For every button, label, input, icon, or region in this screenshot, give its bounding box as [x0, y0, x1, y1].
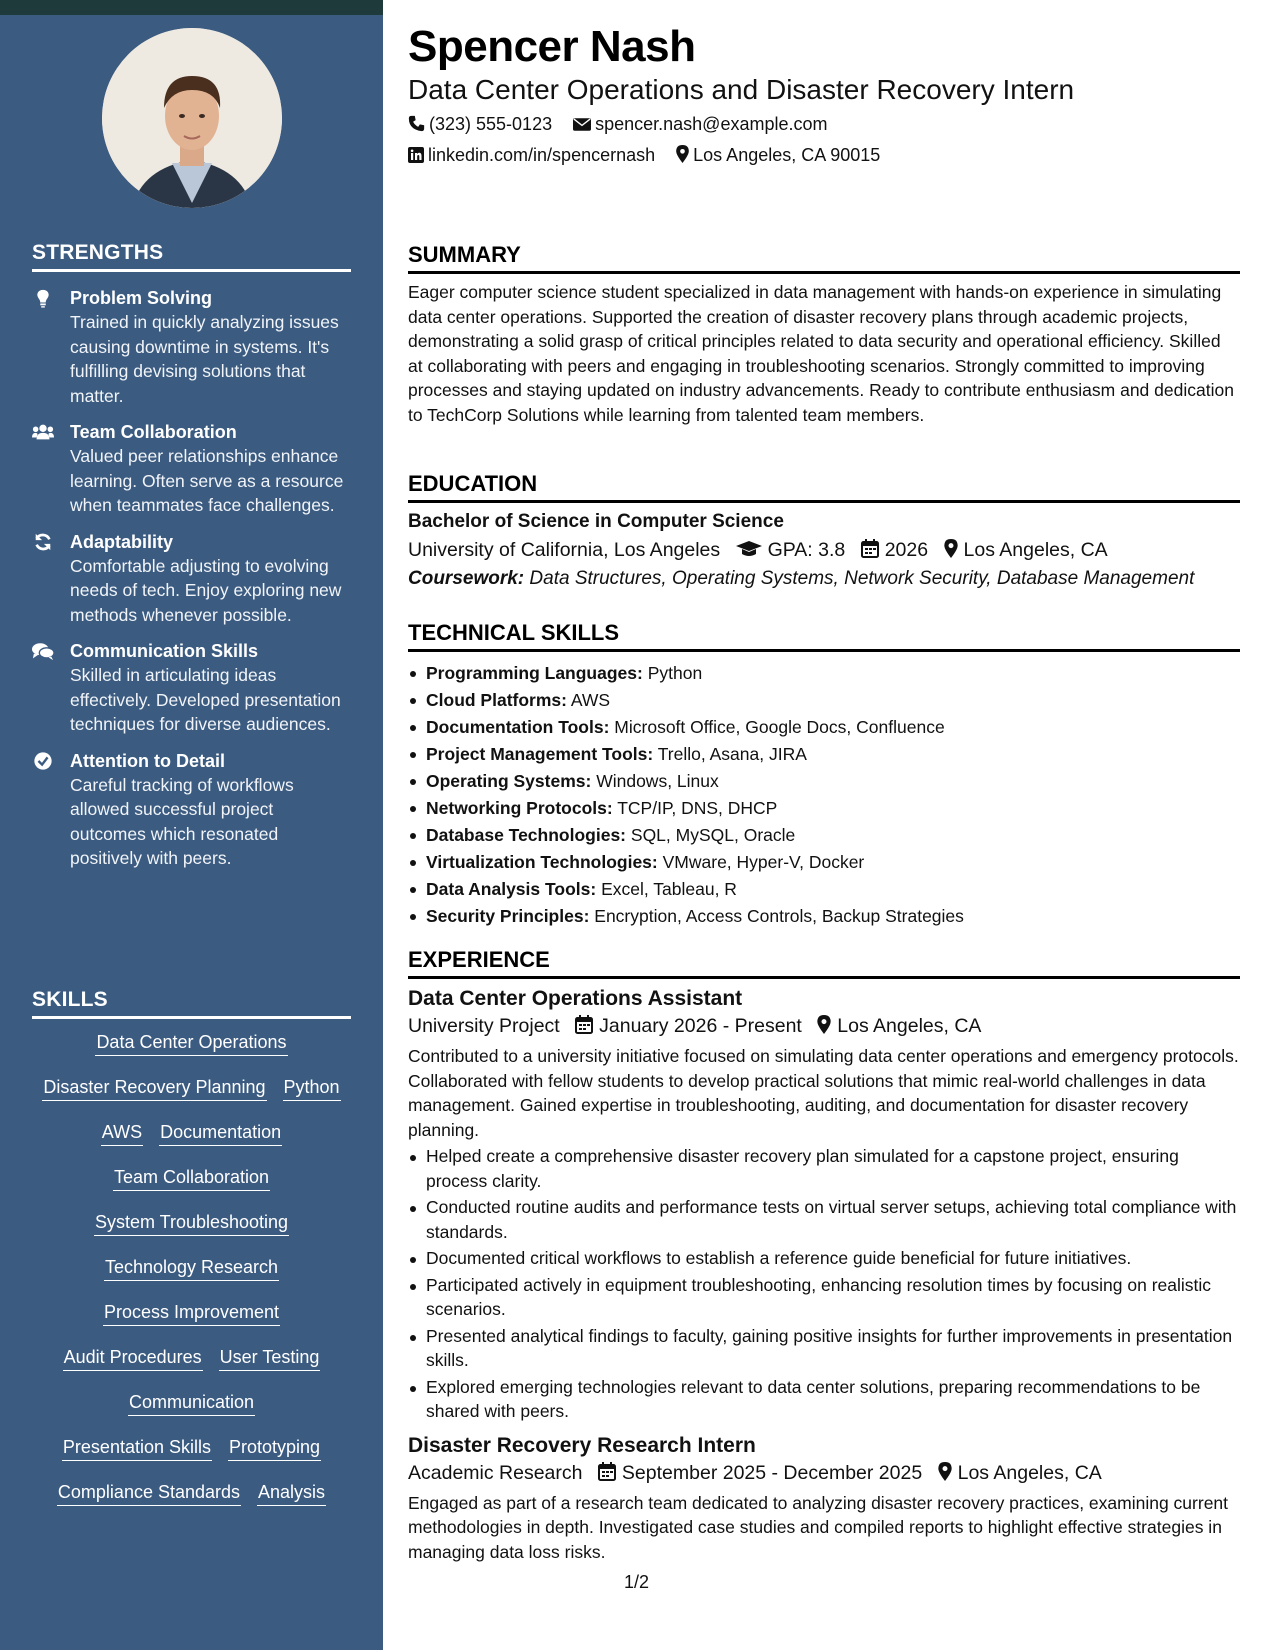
calendar-icon [861, 539, 879, 558]
job-org: University Project [408, 1015, 560, 1037]
strength-text: Valued peer relationships enhance learning. Often serve as a resource when teammates face challenges. [70, 446, 344, 515]
strength-text: Skilled in articulating ideas effectively. Developed presentation techniques for diverse audiences. [70, 665, 341, 734]
technical-skills-heading: TECHNICAL SKILLS [408, 620, 1240, 652]
phone-contact [408, 114, 552, 135]
strength-title: Attention to Detail [70, 750, 225, 771]
job-bullet: Helped create a comprehensive disaster recovery plan simulated for a capstone project, ensuring process clarity. [408, 1144, 1240, 1193]
job-location: Los Angeles, CA [837, 1015, 982, 1037]
email-contact[interactable] [573, 114, 827, 135]
skill-tag: AWS [101, 1119, 143, 1146]
strengths-section [32, 241, 351, 871]
calendar-icon [598, 1462, 616, 1481]
coursework-list: Data Structures, Operating Systems, Network Security, Database Management [529, 568, 1195, 589]
location-contact [676, 145, 880, 166]
strength-text: Trained in quickly analyzing issues causing downtime in systems. It's fulfilling devising solutions that matter. [70, 312, 339, 406]
summary-heading: SUMMARY [408, 242, 1240, 274]
technical-skill-item: Programming Languages: Python [408, 660, 1240, 687]
education-section [408, 471, 1240, 590]
technical-skill-item: Cloud Platforms: AWS [408, 687, 1240, 714]
skill-tag: Presentation Skills [62, 1434, 212, 1461]
education-heading: EDUCATION [408, 471, 1240, 503]
job-meta [408, 1015, 1240, 1038]
job-title: Data Center Operations Assistant [408, 987, 743, 1010]
strength-title: Problem Solving [70, 288, 213, 308]
skill-tag: Audit Procedures [63, 1344, 203, 1371]
education-meta [408, 539, 1240, 562]
job-dates: September 2025 - December 2025 [621, 1461, 923, 1484]
page-number: 1/2 [624, 1572, 650, 1592]
location-text: Los Angeles, CA 90015 [693, 145, 881, 165]
map-pin-icon [817, 1015, 831, 1034]
technical-skill-item: Networking Protocols: TCP/IP, DNS, DHCP [408, 795, 1240, 822]
lightbulb-icon [32, 288, 54, 308]
skill-tag: Analysis [257, 1479, 326, 1506]
skill-tag: User Testing [219, 1344, 321, 1371]
job-meta [408, 1462, 1240, 1485]
strength-item [32, 639, 351, 737]
school-location: Los Angeles, CA [963, 539, 1108, 561]
technical-skill-item: Database Technologies: SQL, MySQL, Oracle [408, 822, 1240, 849]
strength-title: Communication Skills [70, 641, 259, 661]
summary-text: Eager computer science student specialized in data management with hands-on experience in simulating data center operations. Supported the creation of disaster recovery plans through academic projects, demonstrating a solid grasp of critical principles related to data security and operational efficiency. Skilled at collaborating with peers and engaging in troubleshooting scenarios. Strongly committed to improving processes and staying updated on industry advancements. Ready to contribute enthusiasm and dedication to TechCorp Solutions while learning from talented team members. [408, 282, 1234, 425]
map-pin-icon [676, 145, 689, 163]
refresh-icon [32, 532, 54, 552]
envelope-icon [573, 117, 591, 132]
job-org: Academic Research [408, 1461, 583, 1484]
strength-item [32, 530, 351, 628]
linkedin-contact[interactable] [408, 145, 655, 166]
strength-item [32, 420, 351, 518]
email-text: spencer.nash@example.com [595, 114, 828, 134]
job-bullets [408, 1144, 1240, 1424]
phone-icon [408, 115, 425, 132]
technical-skills-section [408, 620, 1240, 930]
phone-text: (323) 555-0123 [429, 114, 553, 134]
sidebar [0, 0, 383, 1650]
skill-tag: Data Center Operations [95, 1029, 287, 1056]
job-bullet: Conducted routine audits and performance tests on virtual server setups, achieving total compliance with standards. [408, 1195, 1240, 1244]
strengths-heading: STRENGTHS [32, 241, 351, 272]
technical-skill-item: Project Management Tools: Trello, Asana, JIRA [408, 741, 1240, 768]
school-name: University of California, Los Angeles [408, 539, 721, 561]
skills-heading: SKILLS [32, 988, 351, 1019]
candidate-title: Data Center Operations and Disaster Recovery Intern [408, 74, 1075, 105]
candidate-name: Spencer Nash [408, 22, 696, 71]
job-bullet: Explored emerging technologies relevant to data center solutions, preparing recommendations to be shared with peers. [408, 1375, 1240, 1424]
strength-item [32, 286, 351, 408]
job-description: Engaged as part of a research team dedicated to analyzing disaster recovery practices, examining current methodologies in depth. Investigated case studies and compiled reports to highlight effective strategies in managing data loss risks. [408, 1492, 1229, 1562]
technical-skills-list [408, 660, 1240, 930]
skills-tags [32, 1019, 351, 1510]
gpa: GPA: 3.8 [767, 539, 846, 561]
linkedin-icon [408, 147, 424, 163]
skill-tag: Disaster Recovery Planning [42, 1074, 266, 1101]
skill-tag: System Troubleshooting [94, 1209, 289, 1236]
contact-row-2 [408, 145, 896, 166]
job-title: Disaster Recovery Research Intern [408, 1433, 756, 1457]
coursework-label: Coursework: [408, 568, 525, 589]
coursework [408, 568, 1240, 590]
experience-heading: EXPERIENCE [408, 947, 1240, 979]
skill-tag: Compliance Standards [57, 1479, 241, 1506]
comments-icon [32, 641, 54, 661]
profile-photo [102, 28, 282, 208]
strength-text: Careful tracking of workflows allowed successful project outcomes which resonated positively with peers. [70, 774, 294, 868]
strength-text: Comfortable adjusting to evolving needs of tech. Enjoy exploring new methods whenever possible. [70, 555, 342, 625]
experience-section [408, 947, 1240, 1564]
contact-row-1 [408, 114, 844, 135]
map-pin-icon [938, 1462, 952, 1481]
map-pin-icon [944, 539, 958, 558]
technical-skill-item: Virtualization Technologies: VMware, Hyper-V, Docker [408, 849, 1240, 876]
skill-tag: Prototyping [228, 1434, 321, 1461]
avatar [102, 28, 282, 208]
strength-item [32, 749, 351, 871]
job-dates: January 2026 - Present [599, 1015, 802, 1037]
summary-section [408, 242, 1240, 427]
calendar-icon [575, 1015, 593, 1034]
skill-tag: Process Improvement [103, 1299, 280, 1326]
check-circle-icon [32, 751, 54, 771]
linkedin-text: linkedin.com/in/spencernash [428, 145, 656, 165]
job-bullet: Participated actively in equipment troubleshooting, enhancing resolution times by focusing on realistic scenarios. [408, 1273, 1240, 1322]
skill-tag: Technology Research [104, 1254, 279, 1281]
technical-skill-item: Documentation Tools: Microsoft Office, Google Docs, Confluence [408, 714, 1240, 741]
technical-skill-item: Data Analysis Tools: Excel, Tableau, R [408, 876, 1240, 903]
strength-title: Team Collaboration [70, 422, 237, 442]
job-location: Los Angeles, CA [957, 1461, 1102, 1484]
technical-skill-item: Security Principles: Encryption, Access Controls, Backup Strategies [408, 903, 1240, 930]
sidebar-top-bar [0, 0, 383, 15]
skill-tag: Communication [128, 1389, 255, 1416]
skill-tag: Team Collaboration [113, 1164, 270, 1191]
job-description: Contributed to a university initiative focused on simulating data center operations and emergency protocols. Collaborated with fellow students to develop practical solutions that mimic real-world challenges in data management. Gained expertise in troubleshooting, auditing, and documentation for disaster recovery planning. [408, 1046, 1239, 1140]
job-bullet: Presented analytical findings to faculty, gaining positive insights for further improvements in presentation skills. [408, 1324, 1240, 1373]
job-bullet: Documented critical workflows to establish a reference guide beneficial for future initiatives. [408, 1246, 1240, 1271]
skill-tag: Documentation [159, 1119, 282, 1146]
graduation-year: 2026 [884, 539, 929, 561]
skill-tag: Python [283, 1074, 341, 1101]
graduation-cap-icon [736, 540, 762, 558]
users-icon [32, 422, 54, 442]
degree: Bachelor of Science in Computer Science [408, 511, 784, 532]
technical-skill-item: Operating Systems: Windows, Linux [408, 768, 1240, 795]
skills-section [32, 988, 351, 1524]
strength-title: Adaptability [70, 531, 174, 552]
